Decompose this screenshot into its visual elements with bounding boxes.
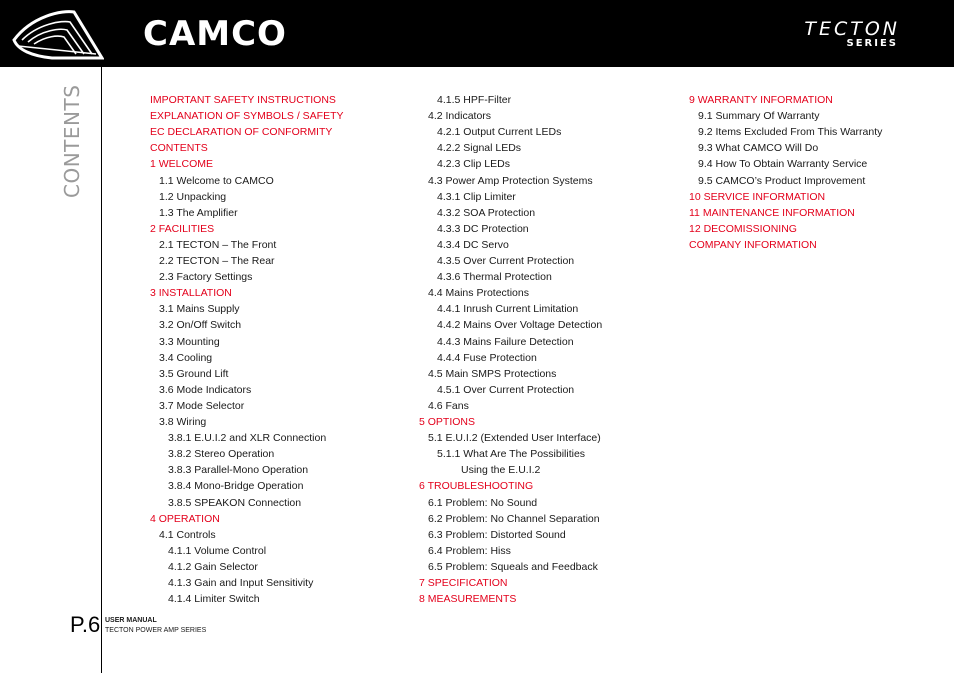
toc-entry[interactable]: 4.4.4 Fuse Protection <box>437 351 537 364</box>
toc-section-heading[interactable]: 5 OPTIONS <box>419 416 476 428</box>
toc-entry[interactable]: 9.4 How To Obtain Warranty Service <box>698 158 868 171</box>
toc-section-heading[interactable]: 10 SERVICE INFORMATION <box>689 190 826 203</box>
toc-entry[interactable]: 4.1.1 Volume Control <box>168 544 267 557</box>
toc-section-heading[interactable]: COMPANY INFORMATION <box>689 238 817 251</box>
toc-entry[interactable]: 9.3 What CAMCO Will Do <box>698 142 819 155</box>
toc-entry[interactable]: 4.4.3 Mains Failure Detection <box>437 335 574 348</box>
toc-entry[interactable]: 4.5.1 Over Current Protection <box>437 383 575 396</box>
toc-entry[interactable]: 4.4 Mains Protections <box>428 287 529 300</box>
toc-entry[interactable]: 3.8.4 Mono-Bridge Operation <box>168 480 304 493</box>
toc-entry[interactable]: 3.8 Wiring <box>159 416 207 428</box>
toc-entry[interactable]: 4.6 Fans <box>428 399 469 412</box>
footer-subtitle: TECTON POWER AMP SERIES <box>105 627 207 634</box>
margin-divider <box>101 67 102 673</box>
toc-entry[interactable]: 2.1 TECTON – The Front <box>159 238 277 251</box>
toc-section-heading[interactable]: 4 OPERATION <box>150 512 220 525</box>
toc-entry[interactable]: 4.1.3 Gain and Input Sensitivity <box>168 577 314 589</box>
toc-entry[interactable]: 4.2.1 Output Current LEDs <box>437 126 562 139</box>
toc-entry[interactable]: 3.2 On/Off Switch <box>159 319 242 332</box>
toc-entry[interactable]: 1.1 Welcome to CAMCO <box>159 174 274 187</box>
toc-entry[interactable]: 3.1 Mains Supply <box>159 303 240 316</box>
toc-entry[interactable]: 5.1.1 What Are The Possibilities <box>437 448 586 461</box>
toc-entry[interactable]: 3.3 Mounting <box>159 335 220 348</box>
footer-title: USER MANUAL <box>105 617 157 624</box>
toc-entry[interactable]: 4.1 Controls <box>159 528 216 541</box>
toc-entry[interactable]: 4.3.3 DC Protection <box>437 222 529 235</box>
series-name: TECTON <box>804 18 900 40</box>
toc-entry[interactable]: 4.3.5 Over Current Protection <box>437 255 575 267</box>
toc-entry[interactable]: 1.2 Unpacking <box>159 190 227 203</box>
toc-entry[interactable]: Using the E.U.I.2 <box>461 464 541 477</box>
toc-entry[interactable]: 6.3 Problem: Distorted Sound <box>428 528 566 541</box>
toc-entry[interactable]: 3.4 Cooling <box>159 351 213 364</box>
toc-entry[interactable]: 6.1 Problem: No Sound <box>428 496 538 509</box>
toc-entry[interactable]: 4.1.4 Limiter Switch <box>168 593 260 606</box>
toc-entry[interactable]: 4.3.4 DC Servo <box>437 238 509 251</box>
toc-entry[interactable]: 4.4.1 Inrush Current Limitation <box>437 303 579 316</box>
camco-logo-icon <box>12 10 104 62</box>
page-number: P.6 <box>70 612 101 637</box>
series-subtitle: SERIES <box>846 38 898 49</box>
toc-entry[interactable]: 3.5 Ground Lift <box>159 367 229 380</box>
toc-entry[interactable]: 3.8.5 SPEAKON Connection <box>168 496 302 509</box>
toc-section-heading[interactable]: 7 SPECIFICATION <box>419 577 508 589</box>
toc-entry[interactable]: 4.5 Main SMPS Protections <box>428 367 557 380</box>
page-header <box>0 0 954 67</box>
toc-section-heading[interactable]: 11 MAINTENANCE INFORMATION <box>689 206 855 219</box>
toc-entry[interactable]: 2.3 Factory Settings <box>159 271 253 284</box>
toc-section-heading[interactable]: 12 DECOMISSIONING <box>689 222 797 235</box>
toc-entry[interactable]: 4.2.2 Signal LEDs <box>437 142 522 155</box>
toc-entry[interactable]: 9.5 CAMCO’s Product Improvement <box>698 174 866 187</box>
toc-entry[interactable]: 3.8.1 E.U.I.2 and XLR Connection <box>168 432 327 445</box>
toc-entry[interactable]: 4.3.1 Clip Limiter <box>437 190 516 203</box>
toc-entry[interactable]: 3.8.2 Stereo Operation <box>168 448 275 461</box>
toc-section-heading[interactable]: 6 TROUBLESHOOTING <box>419 480 534 493</box>
toc-section-heading[interactable]: EC DECLARATION OF CONFORMITY <box>150 126 333 139</box>
toc-entry[interactable]: 2.2 TECTON – The Rear <box>159 255 275 267</box>
toc-entry[interactable]: 5.1 E.U.I.2 (Extended User Interface) <box>428 432 601 445</box>
toc-entry[interactable]: 1.3 The Amplifier <box>159 206 238 219</box>
toc-entry[interactable]: 9.1 Summary Of Warranty <box>698 110 820 123</box>
toc-entry[interactable]: 4.2.3 Clip LEDs <box>437 158 510 171</box>
brand-wordmark: CAMCO <box>143 14 287 54</box>
toc-entry[interactable]: 4.1.5 HPF-Filter <box>437 94 512 106</box>
toc-section-heading[interactable]: IMPORTANT SAFETY INSTRUCTIONS <box>150 94 336 106</box>
toc-entry[interactable]: 3.6 Mode Indicators <box>159 383 252 396</box>
toc-section-heading[interactable]: EXPLANATION OF SYMBOLS / SAFETY <box>150 110 344 123</box>
toc-section-heading[interactable]: CONTENTS <box>150 142 208 155</box>
toc-section-heading[interactable]: 3 INSTALLATION <box>150 287 232 300</box>
toc-entry[interactable]: 4.3.2 SOA Protection <box>437 206 536 219</box>
toc-section-heading[interactable]: 8 MEASUREMENTS <box>419 593 517 606</box>
toc-entry[interactable]: 4.1.2 Gain Selector <box>168 560 258 573</box>
toc-entry[interactable]: 3.7 Mode Selector <box>159 399 245 412</box>
toc-entry[interactable]: 4.2 Indicators <box>428 110 492 123</box>
toc-entry[interactable]: 6.2 Problem: No Channel Separation <box>428 512 600 525</box>
toc-entry[interactable]: 9.2 Items Excluded From This Warranty <box>698 126 883 139</box>
contents-side-label: CONTENTS <box>60 84 84 198</box>
toc-entry[interactable]: 4.3 Power Amp Protection Systems <box>428 174 593 187</box>
toc-entry[interactable]: 6.5 Problem: Squeals and Feedback <box>428 560 598 573</box>
toc-entry[interactable]: 6.4 Problem: Hiss <box>428 544 511 557</box>
toc-section-heading[interactable]: 2 FACILITIES <box>150 222 215 235</box>
toc-entry[interactable]: 4.3.6 Thermal Protection <box>437 271 552 284</box>
toc-entry[interactable]: 4.4.2 Mains Over Voltage Detection <box>437 319 603 332</box>
toc-entry[interactable]: 3.8.3 Parallel-Mono Operation <box>168 464 309 477</box>
toc-section-heading[interactable]: 9 WARRANTY INFORMATION <box>689 94 833 106</box>
toc-section-heading[interactable]: 1 WELCOME <box>150 158 214 171</box>
